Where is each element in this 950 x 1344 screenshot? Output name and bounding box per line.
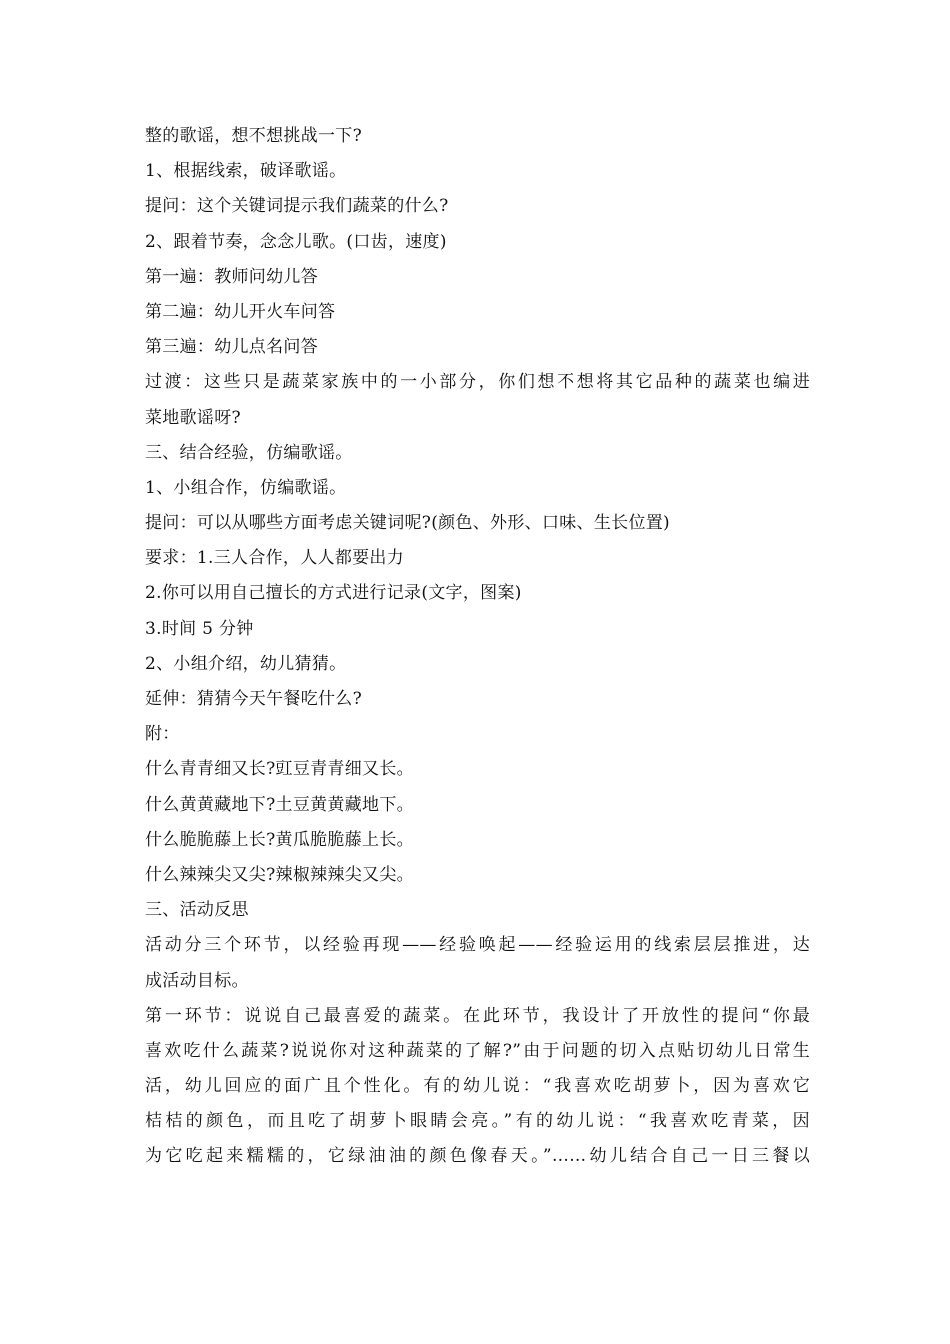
text-line: 过渡：这些只是蔬菜家族中的一小部分，你们想不想将其它品种的蔬菜也编进 [145,372,810,393]
text-line: 第三遍：幼儿点名问答 [145,337,318,358]
text-line: 附： [145,724,180,745]
text-line: 1、小组合作，仿编歌谣。 [145,477,347,498]
text-line: 菜地歌谣呀? [145,407,241,428]
text-line: 什么黄黄藏地下?土豆黄黄藏地下。 [145,794,414,815]
text-line: 活，幼儿回应的面广且个性化。有的幼儿说：“我喜欢吃胡萝卜，因为喜欢它 [145,1076,810,1097]
text-line: 第二遍：幼儿开火车问答 [145,301,336,322]
text-line: 1、根据线索，破译歌谣。 [145,161,347,182]
text-line: 提问：这个关键词提示我们蔬菜的什么? [145,196,449,217]
text-line: 什么青青细又长?豇豆青青细又长。 [145,759,414,780]
text-line: 三、活动反思 [145,900,249,921]
text-line: 成活动目标。 [145,970,249,991]
text-line: 什么脆脆藤上长?黄瓜脆脆藤上长。 [145,829,414,850]
text-line: 喜欢吃什么蔬菜?说说你对这种蔬菜的了解?”由于问题的切入点贴切幼儿日常生 [145,1040,810,1061]
text-line: 为它吃起来糯糯的，它绿油油的颜色像春天。”……幼儿结合自己一日三餐以 [145,1146,810,1167]
text-line: 桔桔的颜色，而且吃了胡萝卜眼睛会亮。”有的幼儿说：“我喜欢吃青菜，因 [145,1111,810,1132]
text-line: 3.时间 5 分钟 [145,618,254,639]
text-line: 三、结合经验，仿编歌谣。 [145,442,353,463]
text-line: 整的歌谣，想不想挑战一下? [145,126,363,146]
document-body [145,119,810,1175]
text-line: 2.你可以用自己擅长的方式进行记录(文字，图案) [145,583,522,604]
text-line: 提问：可以从哪些方面考虑关键词呢?(颜色、外形、口味、生长位置) [145,513,670,534]
text-line: 延伸：猜猜今天午餐吃什么? [145,689,363,709]
text-line: 活动分三个环节，以经验再现——经验唤起——经验运用的线索层层推进，达 [145,935,810,956]
text-line: 2、跟着节奏，念念儿歌。(口齿，速度) [145,231,447,252]
text-line: 什么辣辣尖又尖?辣椒辣辣尖又尖。 [145,864,414,885]
text-line: 2、小组介绍，幼儿猜猜。 [145,653,347,674]
text-line: 第一环节：说说自己最喜爱的蔬菜。在此环节，我设计了开放性的提问“你最 [145,1005,810,1026]
text-line: 要求：1.三人合作，人人都要出力 [145,548,405,569]
text-line: 第一遍：教师问幼儿答 [145,266,318,287]
